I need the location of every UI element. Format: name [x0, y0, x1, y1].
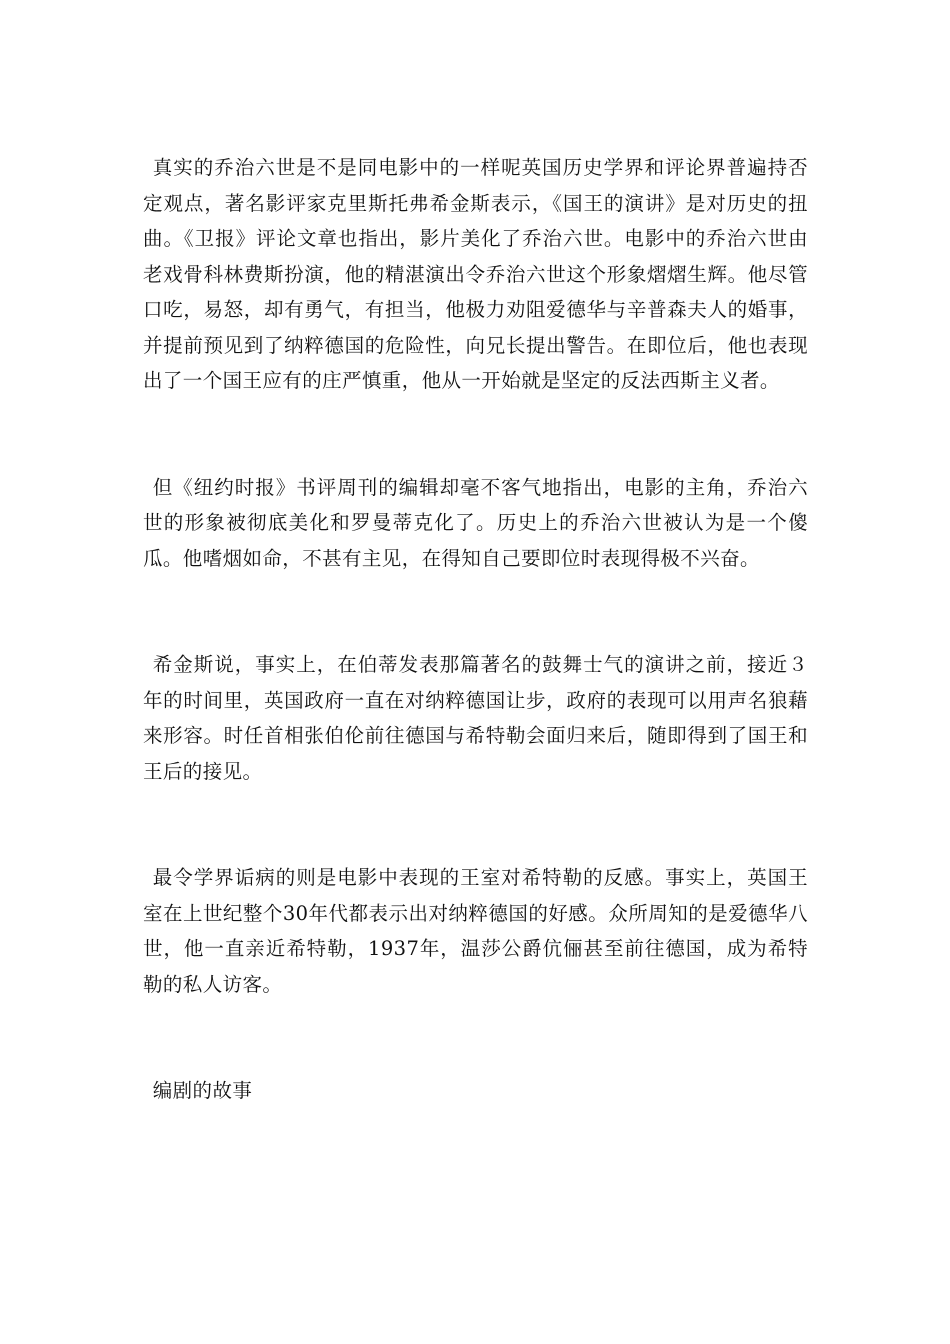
section-heading: 编剧的故事 [152, 1079, 253, 1102]
paragraph-4: 最令学界诟病的则是电影中表现的王室对希特勒的反感。事实上，英国王室在上世纪整个30年代都表示出对纳粹德国的好感。众所周知的是爱德华八世，他一直亲近希特勒，1937年，温莎公爵伉俪甚至前往德国，成为希特勒的私人访客。 [143, 866, 808, 996]
paragraph-2: 但《纽约时报》书评周刊的编辑却毫不客气地指出，电影的主角，乔治六世的形象被彻底美化和罗曼蒂克化了。历史上的乔治六世被认为是一个傻瓜。他嗜烟如命，不甚有主见，在得知自己要即位时表现得极不兴奋。 [143, 475, 808, 570]
document-body [143, 150, 808, 1109]
paragraph-3: 希金斯说，事实上，在伯蒂发表那篇著名的鼓舞士气的演讲之前，接近３年的时间里，英国政府一直在对纳粹德国让步，政府的表现可以用声名狼藉来形容。时任首相张伯伦前往德国与希特勒会面归来后，随即得到了国王和王后的接见。 [143, 653, 808, 783]
paragraph-1: 真实的乔治六世是不是同电影中的一样呢英国历史学界和评论界普遍持否定观点，著名影评家克里斯托弗希金斯表示，《国王的演讲》是对历史的扭曲。《卫报》评论文章也指出，影片美化了乔治六世。电影中的乔治六世由老戏骨科林费斯扮演，他的精湛演出令乔治六世这个形象熠熠生辉。他尽管口吃，易怒，却有勇气，有担当，他极力劝阻爱德华与辛普森夫人的婚事，并提前预见到了纳粹德国的危险性，向兄长提出警告。在即位后，他也表现出了一个国王应有的庄严慎重，他从一开始就是坚定的反法西斯主义者。 [143, 156, 808, 392]
